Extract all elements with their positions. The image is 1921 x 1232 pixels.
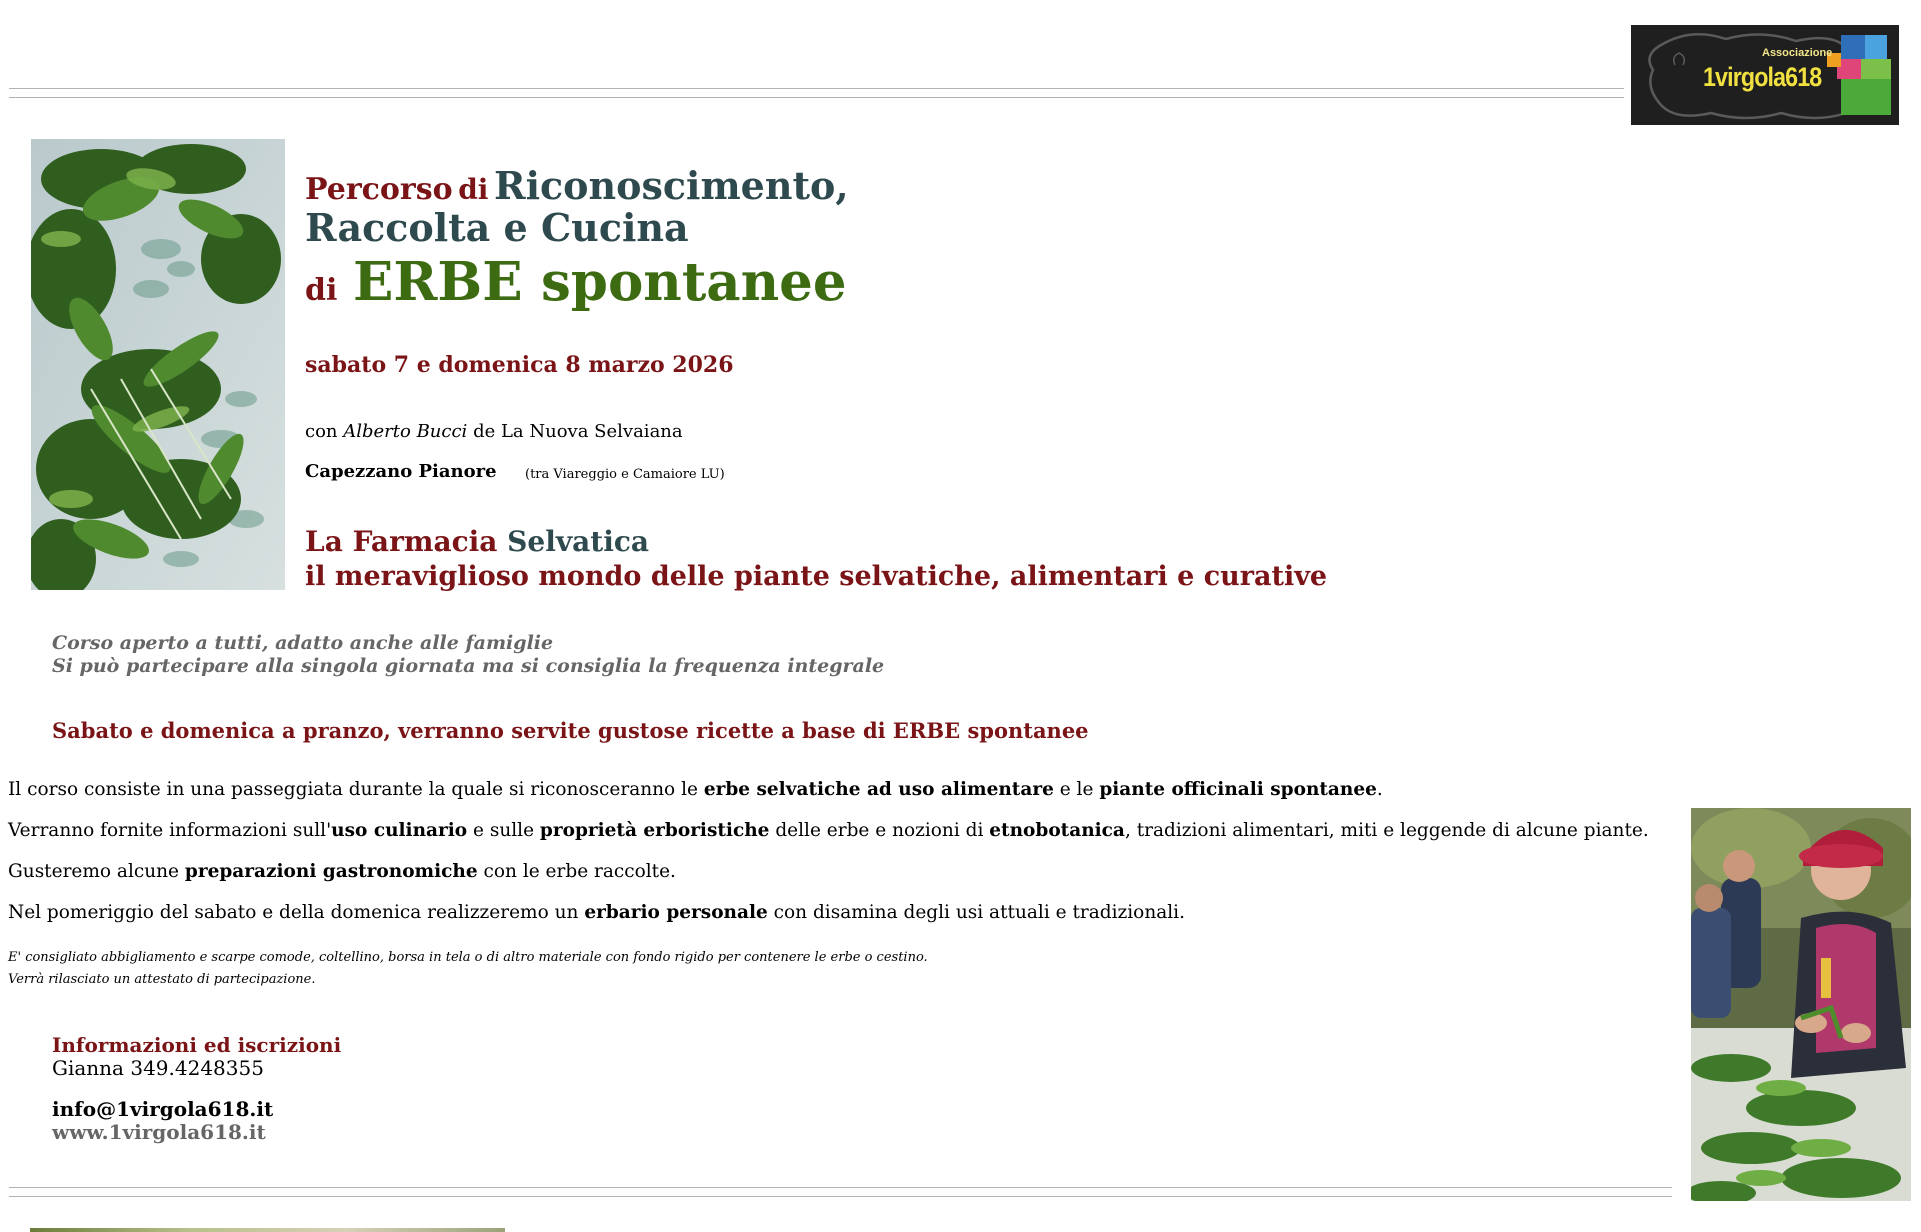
herbs-photo [31, 139, 285, 590]
event-dates: sabato 7 e domenica 8 marzo 2026 [305, 352, 734, 378]
title-line-1 [305, 163, 849, 208]
farmacia-title [305, 525, 649, 558]
p1-bold-d: piante officinali spontanee [1099, 779, 1377, 800]
title-riconoscimento: Riconoscimento, [494, 163, 849, 208]
p2-text-c: e sulle [467, 820, 540, 841]
farmacia-subtitle: il meraviglioso mondo delle piante selvatiche, alimentari e curative [305, 561, 1328, 592]
bottom-rule-2 [9, 1196, 1672, 1197]
body-paragraph-2 [8, 820, 1649, 841]
top-rule-1 [9, 88, 1624, 89]
workshop-photo [1691, 808, 1911, 1201]
speaker-name: Alberto Bucci [343, 421, 468, 442]
farmacia-title-part2: Selvatica [507, 525, 650, 558]
event-place-note: (tra Viareggio e Camaiore LU) [525, 467, 725, 482]
speaker-prefix: con [305, 421, 338, 442]
title-line-2: Raccolta e Cucina [305, 205, 689, 250]
p4-text-c: con disamina degli usi attuali e tradizionali. [767, 902, 1185, 923]
p3-bold-b: preparazioni gastronomiche [184, 861, 478, 882]
title-percorso: Percorso [305, 172, 453, 207]
p1-bold-b: erbe selvatiche ad uso alimentare [703, 779, 1054, 800]
bottom-rule-1 [9, 1187, 1672, 1188]
info-email-link[interactable]: info@1virgola618.it [52, 1097, 274, 1121]
p1-text-a: Il corso consiste in una passeggiata durante la quale si riconosceranno le [8, 779, 704, 800]
farmacia-title-part1: La Farmacia [305, 525, 498, 558]
body-paragraph-4 [8, 902, 1185, 923]
course-single-day-note: Si può partecipare alla singola giornata ma si consiglia la frequenza integrale [52, 655, 885, 677]
title-line-3 [305, 251, 847, 313]
title-di: di [458, 173, 489, 206]
course-open-note: Corso aperto a tutti, adatto anche alle famiglie [52, 632, 554, 654]
title-di-2: di [305, 273, 338, 308]
lunch-note: Sabato e domenica a pranzo, verranno servite gustose ricette a base di ERBE spontanee [52, 718, 1089, 743]
speaker-suffix: de La Nuova Selvaiana [473, 421, 683, 442]
info-website-link[interactable]: www.1virgola618.it [52, 1120, 266, 1144]
p2-text-a: Verranno fornite informazioni sull' [8, 820, 332, 841]
body-paragraph-3 [8, 861, 676, 882]
equipment-note: E' consigliato abbigliamento e scarpe comode, coltellino, borsa in tela o di altro materiale con fondo rigido per contenere le erbe o cestino. [8, 950, 928, 965]
next-image-strip [30, 1228, 505, 1232]
info-phone: Gianna 349.4248355 [52, 1056, 264, 1080]
p1-text-c: e le [1053, 779, 1100, 800]
p4-text-a: Nel pomeriggio del sabato e della domenica realizzeremo un [8, 902, 585, 923]
certificate-note: Verrà rilasciato un attestato di partecipazione. [8, 972, 316, 987]
logo-association-label: Associazione [1762, 47, 1833, 59]
logo-name: 1virgola618 [1703, 62, 1822, 92]
p1-text-e: . [1376, 779, 1383, 800]
p2-text-e: delle erbe e nozioni di [769, 820, 990, 841]
p3-text-a: Gusteremo alcune [8, 861, 185, 882]
p2-bold-f: etnobotanica [989, 820, 1125, 841]
p2-bold-d: proprietà erboristiche [539, 820, 770, 841]
p2-text-g: , tradizioni alimentari, miti e leggende di alcune piante. [1124, 820, 1649, 841]
title-erbe: ERBE spontanee [352, 251, 847, 313]
info-heading: Informazioni ed iscrizioni [52, 1033, 342, 1057]
p2-bold-b: uso culinario [331, 820, 468, 841]
p4-bold-b: erbario personale [584, 902, 768, 923]
p3-text-c: con le erbe raccolte. [477, 861, 676, 882]
association-logo[interactable] [1631, 25, 1899, 125]
event-place: Capezzano Pianore [305, 461, 497, 482]
speaker-line [305, 421, 683, 442]
body-paragraph-1 [8, 779, 1383, 800]
top-rule-2 [9, 97, 1624, 98]
